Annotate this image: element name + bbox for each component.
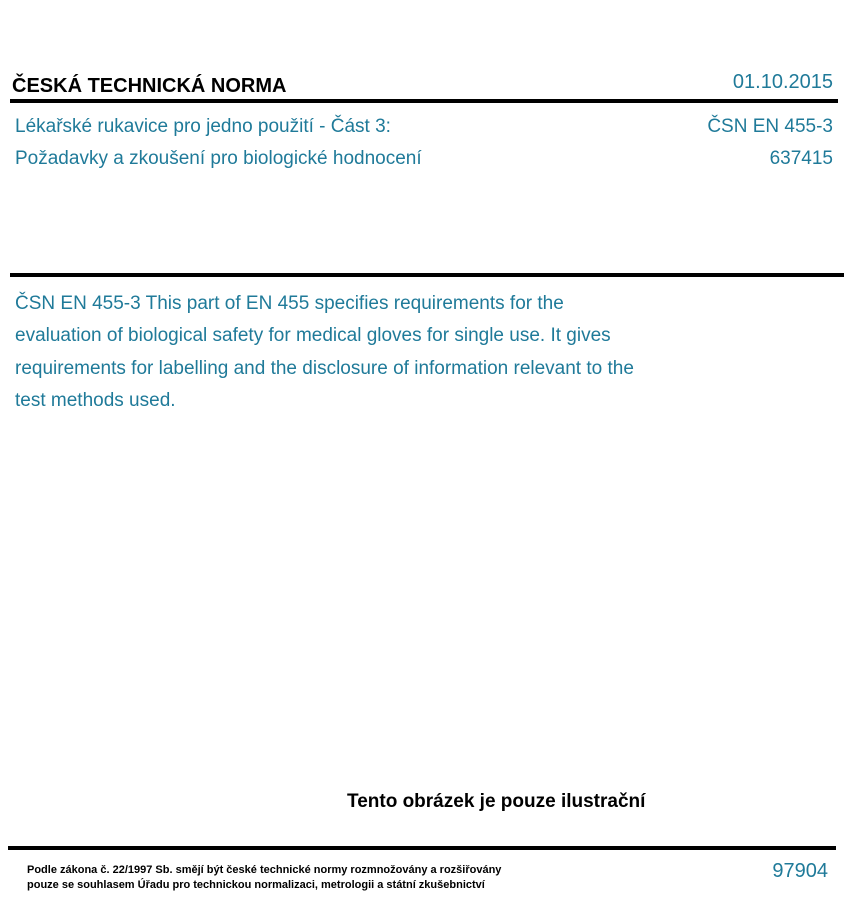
- standard-class-number: 637415: [769, 148, 833, 169]
- norm-heading: ČESKÁ TECHNICKÁ NORMA: [12, 75, 287, 97]
- publication-date: 01.10.2015: [732, 71, 833, 93]
- section-divider: [10, 273, 844, 277]
- catalog-number: 97904: [772, 860, 828, 882]
- legal-notice-line-2: pouze se souhlasem Úřadu pro technickou normalizaci, metrologii a státní zkušebnictví: [27, 879, 485, 891]
- standard-title-line-2: Požadavky a zkoušení pro biologické hodnocení: [15, 148, 422, 169]
- legal-notice-line-1: Podle zákona č. 22/1997 Sb. smějí být české technické normy rozmnožovány a rozšiřovány: [27, 864, 502, 876]
- abstract-text: ČSN EN 455-3 This part of EN 455 specifies requirements for the evaluation of biological safety for medical gloves for single use. It gives requirements for labelling and the disclosure of information relevant to the test methods used.: [15, 293, 634, 411]
- footer-divider: [8, 846, 836, 850]
- legal-notice: [27, 863, 501, 893]
- header-divider: [10, 99, 838, 103]
- standard-code: ČSN EN 455-3: [707, 116, 833, 137]
- illustration-note: Tento obrázek je pouze ilustrační: [347, 791, 646, 812]
- standard-title-line-1: Lékařské rukavice pro jedno použití - Část 3:: [15, 116, 391, 137]
